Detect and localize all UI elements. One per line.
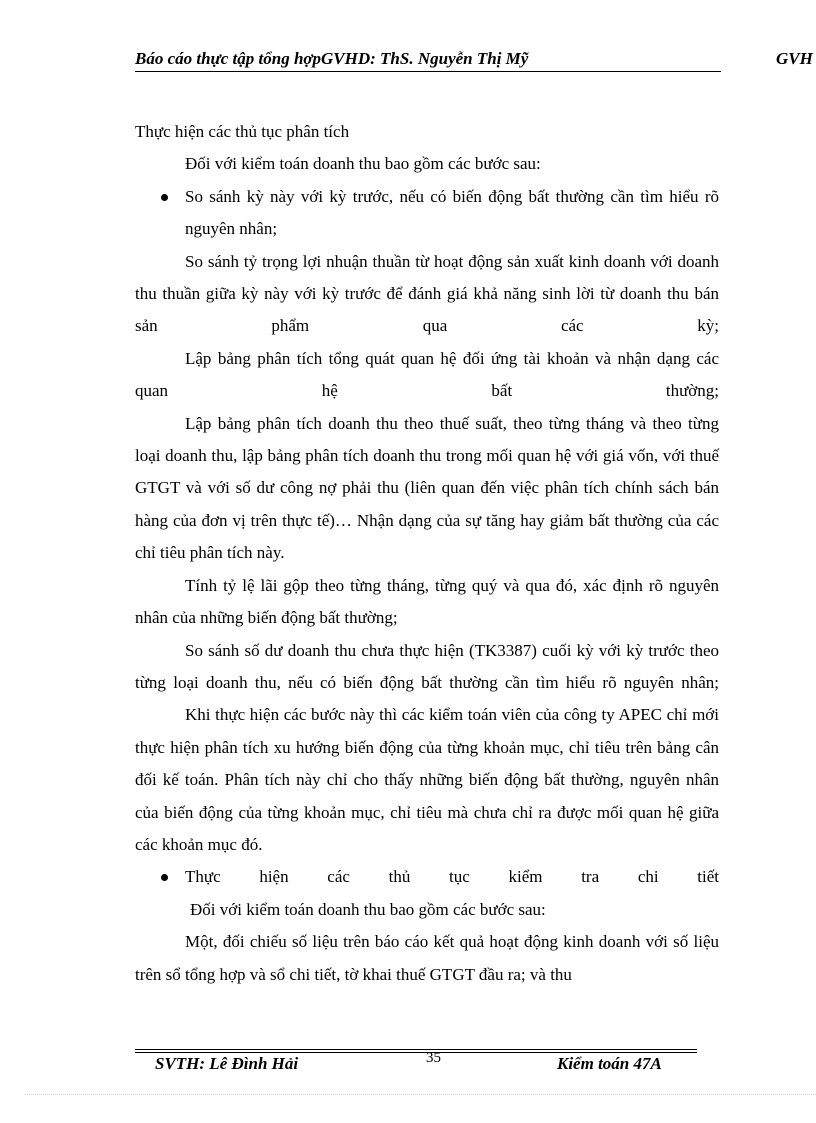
footer-rule xyxy=(135,1052,697,1053)
paragraph: Đối với kiểm toán doanh thu bao gồm các bước sau: xyxy=(190,899,546,919)
paragraph: Lập bảng phân tích doanh thu theo thuế suất, theo từng tháng và theo từng loại doanh thu, lập bảng phân tích doanh thu trong mối quan hệ với giá vốn, với thuế GTGT và với số dư công nợ phải thu (liên quan đến việc phân tích chính sách bán hàng của đơn vị trên thực tế)… Nhận dạng của sự tăng hay giảm bất thường của các chỉ tiêu phân tích này. xyxy=(135,413,719,563)
page-header-overflow: GVH xyxy=(776,49,813,68)
bullet-item xyxy=(135,861,719,893)
page-number: 35 xyxy=(426,1050,441,1066)
paragraph: So sánh tỷ trọng lợi nhuận thuần từ hoạt động sản xuất kinh doanh với doanh thu thuần giữa kỳ này với kỳ trước để đánh giá khả năng sinh lời từ doanh thu bán sản phẩm qua các kỳ; xyxy=(135,251,719,336)
paragraph: Tính tỷ lệ lãi gộp theo từng tháng, từng quý và qua đó, xác định rõ nguyên nhân của những biến động bất thường; xyxy=(135,575,719,628)
paragraph: Đối với kiểm toán doanh thu bao gồm các bước sau: xyxy=(185,154,541,174)
body-text xyxy=(135,116,719,991)
paragraph: Khi thực hiện các bước này thì các kiểm toán viên của công ty APEC chỉ mới thực hiện phân tích xu hướng biến động của từng khoản mục, chỉ tiêu trên bảng cân đối kế toán. Phân tích này chỉ cho thấy những biến động bất thường, nguyên nhân của biến động của từng khoản mục, chỉ tiêu mà chưa chỉ ra được mối quan hệ giữa các khoản mục đó. xyxy=(135,705,719,854)
paragraph: Lập bảng phân tích tổng quát quan hệ đối ứng tài khoản và nhận dạng các quan hệ bất thường; xyxy=(135,348,719,401)
bullet-text: Thực hiện các thủ tục kiểm tra chi tiết xyxy=(185,867,719,887)
footer-rule xyxy=(135,1049,697,1050)
bullet-icon xyxy=(161,874,168,881)
footer-class: Kiểm toán 47A xyxy=(557,1054,662,1073)
paragraph: So sánh số dư doanh thu chưa thực hiện (TK3387) cuối kỳ với kỳ trước theo từng loại doanh thu, nếu có biến động bất thường cần tìm hiểu rõ nguyên nhân; xyxy=(135,640,719,692)
page-edge-divider xyxy=(25,1094,816,1095)
bullet-item xyxy=(135,181,719,246)
section-heading-analysis: Thực hiện các thủ tục phân tích xyxy=(135,122,350,141)
bullet-text: So sánh kỳ này với kỳ trước, nếu có biến động bất thường cần tìm hiểu rõ nguyên nhân; xyxy=(185,186,719,239)
footer-student: SVTH: Lê Đình Hải xyxy=(155,1054,299,1073)
page-header: Báo cáo thực tập tổng hợpGVHD: ThS. Nguyễn Thị Mỹ xyxy=(135,48,721,72)
bullet-icon xyxy=(161,194,168,201)
paragraph: Một, đối chiếu số liệu trên báo cáo kết quả hoạt động kinh doanh với số liệu trên sổ tổng hợp và sổ chi tiết, tờ khai thuế GTGT đầu ra; và thu xyxy=(135,932,719,984)
